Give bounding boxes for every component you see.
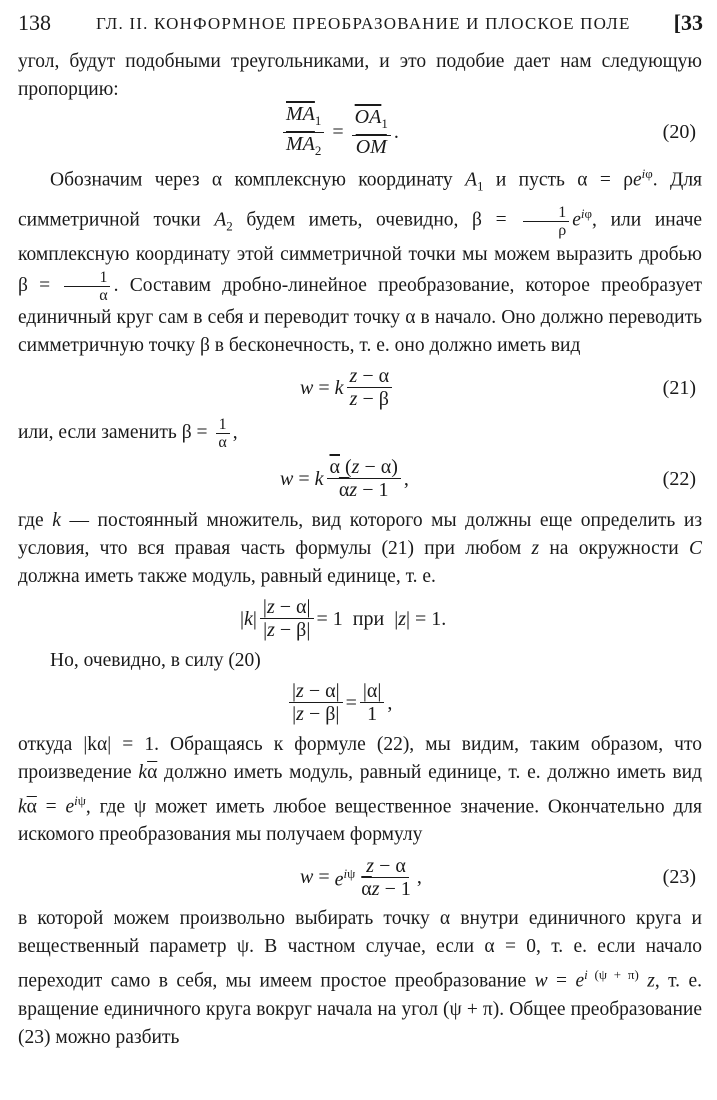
paragraph-6: откуда |kα| = 1. Обращаясь к формуле (22), мы видим, таким образом, что произведение $k\overline{\alpha}$ должно иметь модуль, равный единице, т. е. должно иметь вид $k\overline{\alpha} = e^{i\psi}$, где ψ может иметь любое вещественное значение. Окончательно для искомого преобразования мы получаем формулу xyxy=(18,733,703,846)
word-pri: при xyxy=(352,607,385,630)
equation-number-23: (23) xyxy=(662,866,696,889)
paragraph-1: угол, будут подобными треугольниками, и это подобие дает нам следующую пропорцию: xyxy=(18,51,702,100)
equation-23: w = $e^{i\psi}$ $\frac{z - \alpha}{\overline{\alpha}z - 1}$ , (23) xyxy=(300,854,696,900)
equation-number-21: (21) xyxy=(662,376,696,399)
equation-ratio: $\frac{|z - \alpha|}{|z - \beta|}$ = $\frac{|\alpha|}{1}$ , xyxy=(18,675,702,731)
equation-20: $\frac{\overline{MA}_1}{\overline{MA}_2}$ = $\frac{\overline{OA}_1}{OM}$ . (20) xyxy=(18,104,702,160)
page-number: 138 xyxy=(18,10,51,35)
paragraph-5: Но, очевидно, в силу (20) xyxy=(50,649,261,671)
page-body xyxy=(18,48,702,1052)
running-header xyxy=(18,6,703,36)
paragraph-4: где k — постоянный множитель, вид которого мы должны еще определить из условия, что вся правая часть формулы (21) при любом z на окружности C должна иметь также модуль, равный единице, т. е. xyxy=(18,509,703,587)
equation-21: w = k $\frac{z - \alpha}{z - \beta}$ (21) xyxy=(300,365,696,411)
chapter-title: ГЛ. II. КОНФОРМНОЕ ПРЕОБРАЗОВАНИЕ И ПЛОСКОЕ ПОЛЕ xyxy=(96,14,631,33)
section-number: [33 xyxy=(673,10,703,35)
paragraph-7: в которой можем произвольно выбирать точку α внутри единичного круга и вещественный параметр ψ. В частном случае, если α = 0, т. е. если начало переходит само в себя, мы имеем простое преобразование $w = e^{i (\psi + \pi)}$ z, т. е. вращение единичного круга вокруг начала на угол (ψ + π). Общее преобразование (23) можно разбить xyxy=(18,908,702,1048)
equation-modulus: |k| $\frac{|z - \alpha|}{|z - \beta|}$ = 1 при |z| = 1. xyxy=(240,596,447,642)
equation-22: w = k $\frac{\overline{\alpha} (z - \alpha)}{\overline{\alpha}z - 1}$ , (22) xyxy=(280,456,696,502)
equation-number-22: (22) xyxy=(662,467,696,490)
equation-number-20: (20) xyxy=(662,121,696,143)
paragraph-3: или, если заменить β = $\frac{1}{\alpha}$ , xyxy=(18,415,238,451)
paragraph-2: Обозначим через α комплексную координату $A_1$ и пусть $\alpha = \rho e^{i\varphi}$. Для симметричной точки $A_2$ будем иметь, очевидно, β = $\frac{1}{\rho}$ $e^{i\varphi}$, или иначе комплексную координату этой симметричной точки мы можем выразить дробью β = $\frac{1}{\alpha}$ . Составим дробно-линейное преобразование, которое преобразует единичный круг сам в себя и переводит точку α в начало. Оно должно переводить симметричную точку β в бесконечность, т. е. оно должно иметь вид xyxy=(18,166,703,356)
